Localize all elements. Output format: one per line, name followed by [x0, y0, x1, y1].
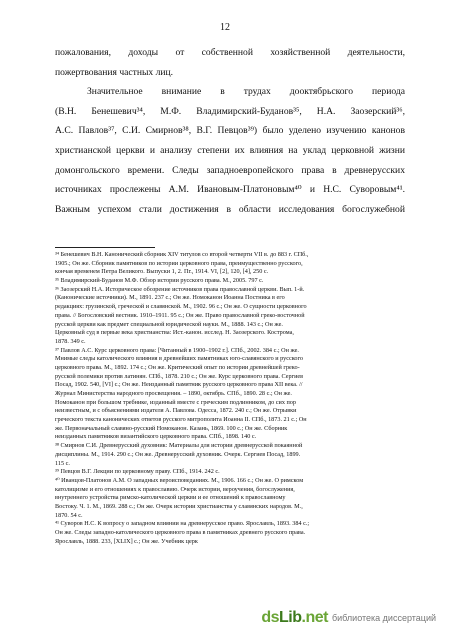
- footnote-line: Журнал Министерства народного просвещения. – 1890, октябрь. СПб., 1890. 28 с.; Он же.: [55, 390, 292, 397]
- footnote-line: ³⁶ Заозерский Н.А. Историческое обозрение источников права православной церкви. Вып. 1-й.: [55, 285, 305, 293]
- footnote-line: Номоканон при большом требнике, изданный вместе с греческим подлинником, до сих пор: [55, 398, 296, 406]
- footnote-line: 115 с.: [55, 459, 70, 467]
- watermark[interactable]: [261, 606, 436, 630]
- watermark-tagline: библиотека диссертаций: [331, 613, 436, 623]
- footnote-line: дисциплины. М., 1914. 290 с.; Он же. Древнерусский духовник. Очерк. Сергиев Посад, 1899.: [55, 450, 301, 458]
- footnote-divider: [55, 247, 155, 248]
- footnote-line: ³⁵ Владимирский-Буданов М.Ф. Обзор истории русского права. М., 2005. 797 с.: [55, 277, 264, 285]
- body-line: источниках прослежены А.М. Ивановым-Платоновым⁴⁰ и Н.С. Суворовым⁴¹.: [55, 184, 405, 196]
- footnote-line: церковного права. М., 1892. 174 с.; Он же. Критический опыт по истории древнейшей греко-: [55, 363, 300, 371]
- footnote-line: Посад, 1902. 540, [VI] с.; Он же. Неизданный памятник русского церковного права XII века. //: [55, 381, 303, 389]
- body-line: пожалования, доходы от собственной хозяйственной деятельности,: [55, 47, 405, 58]
- footnote-line: греческого текста канонических ответов русского митрополита Иоанна II. СПб., 1873. 21 с.; Он: [55, 416, 307, 424]
- footnote-line: 1878. 349 с.: [55, 337, 86, 345]
- footnote-line: русской полемики против латинян. СПб., 1878. 210 с.; Он же. Курс церковного права. Сергиев: [55, 372, 304, 380]
- footnote-line: 1870. 54 с.: [55, 511, 83, 519]
- footnote-line: же. Первоначальный славяно-русский Номоканон. Казань, 1869. 100 с.; Он же. Сборник: [55, 424, 288, 432]
- body-line: (В.Н. Бенешевич³⁴, М.Ф. Владимирский-Буданов³⁵, Н.А. Заозерский³⁶,: [55, 105, 405, 117]
- body-line: христианской церкви и анализу степени их влияния на уклад церковной жизни: [55, 144, 405, 156]
- footnote-line: неизвестным, и с объяснениями издателя А. Павлова. Одесса, 1872. 240 с.; Он же. Отрывки: [55, 407, 297, 415]
- footnotes: [55, 251, 405, 546]
- footnote-line: католицизме и его отношениях к православию. Очерк истории, вероучения, богослужения,: [55, 485, 295, 493]
- body-line: Значительное внимание в трудах дооктябрьского периода: [87, 86, 405, 98]
- footnote-line: Ярославль, 1888. 233, [XLIX] с.; Он же. Учебник церк: [55, 537, 198, 545]
- main-text: [55, 43, 405, 219]
- footnote-line: ³⁷ Павлов А.С. Курс церковного права: [Читанный в 1900–1902 г.]. СПб., 2002. 384 с.; Он же.: [55, 346, 299, 354]
- footnote-line: кончая временем Петра Великого. Выпуски 1, 2. Пг., 1914. VI, [2], 120, [4], 250 с.: [55, 268, 269, 276]
- footnote-line: ⁴⁰ Иванцов-Платонов А.М. О западных вероисповеданиях. М., 1906. 166 с.; Он же. О римском: [55, 476, 304, 484]
- footnote-line: ³⁴ Бенешевич В.Н. Канонический сборник XIV титулов со второй четверти VII в. до 883 г. СПб.,: [55, 251, 309, 258]
- body-line: пожертвования частных лиц.: [55, 66, 174, 78]
- footnote-line: Он же. Следы западно-католического церковного права в памятниках древнего русского права.: [55, 529, 306, 536]
- footnote-line: внутреннего устройства римско-католической церкви и ее отношений к православному: [55, 494, 286, 502]
- footnote-line: ³⁹ Певцов В.Г. Лекции по церковному праву. СПб., 1914. 242 с.: [55, 468, 220, 476]
- dslib-logo: dsLib.net: [261, 609, 328, 626]
- footnote-line: ³⁸ Смирнов С.И. Древнерусский духовник: Материалы для истории древнерусской покаянной: [55, 442, 303, 450]
- footnote-line: ⁴¹ Суворов Н.С. К вопросу о западном влиянии на древнерусское право. Ярославль, 1893. 384 с.;: [55, 520, 310, 528]
- footnote-line: неизданных памятников византийского церковного права. СПб., 1898. 140 с.: [55, 433, 257, 441]
- footnote-line: редакциях: грузинской, греческой и славянской. М., 1902. 96 с.; Он же. О сущности церковного: [55, 303, 307, 311]
- body-line: домонгольского времени. Следы западноевропейского права в древнерусских: [55, 164, 405, 176]
- footnote-line: Востоку. Ч. 1. М., 1869. 288 с.; Он же. Очерк истории христианства у славянских народов. М.,: [55, 502, 303, 510]
- body-line: А.С. Павлов³⁷, С.И. Смирнов³⁸, В.Г. Певцов³⁹) было уделено изучению канонов: [55, 125, 405, 137]
- body-line: Важным успехом стали достижения в области исследования богослужебной: [55, 203, 405, 215]
- footnote-line: Церковный суд в первые века христианства: Ист.-канон. исслед. Н. Заозерского. Кострома,: [55, 329, 294, 337]
- footnote-line: права. // Богословский вестник. 1910–1911. 95 с.; Он же. Право православной греко-восточной: [55, 311, 305, 319]
- footnote-line: (Канонические источники). М., 1891. 237 с.; Он же. Номоканон Иоанна Постника в его: [55, 294, 285, 302]
- page-number: 12: [220, 22, 230, 33]
- footnote-line: 1905.; Он же. Сборник памятников по истории церковного права, преимущественно русского,: [55, 259, 303, 267]
- footnote-line: русской церкви как предмет специальной юридической науки. М., 1888. 143 с.; Он же.: [55, 320, 283, 328]
- footnote-line: Мнимые следы католического влияния в древнейших памятниках юго-славянского и русского: [55, 355, 303, 363]
